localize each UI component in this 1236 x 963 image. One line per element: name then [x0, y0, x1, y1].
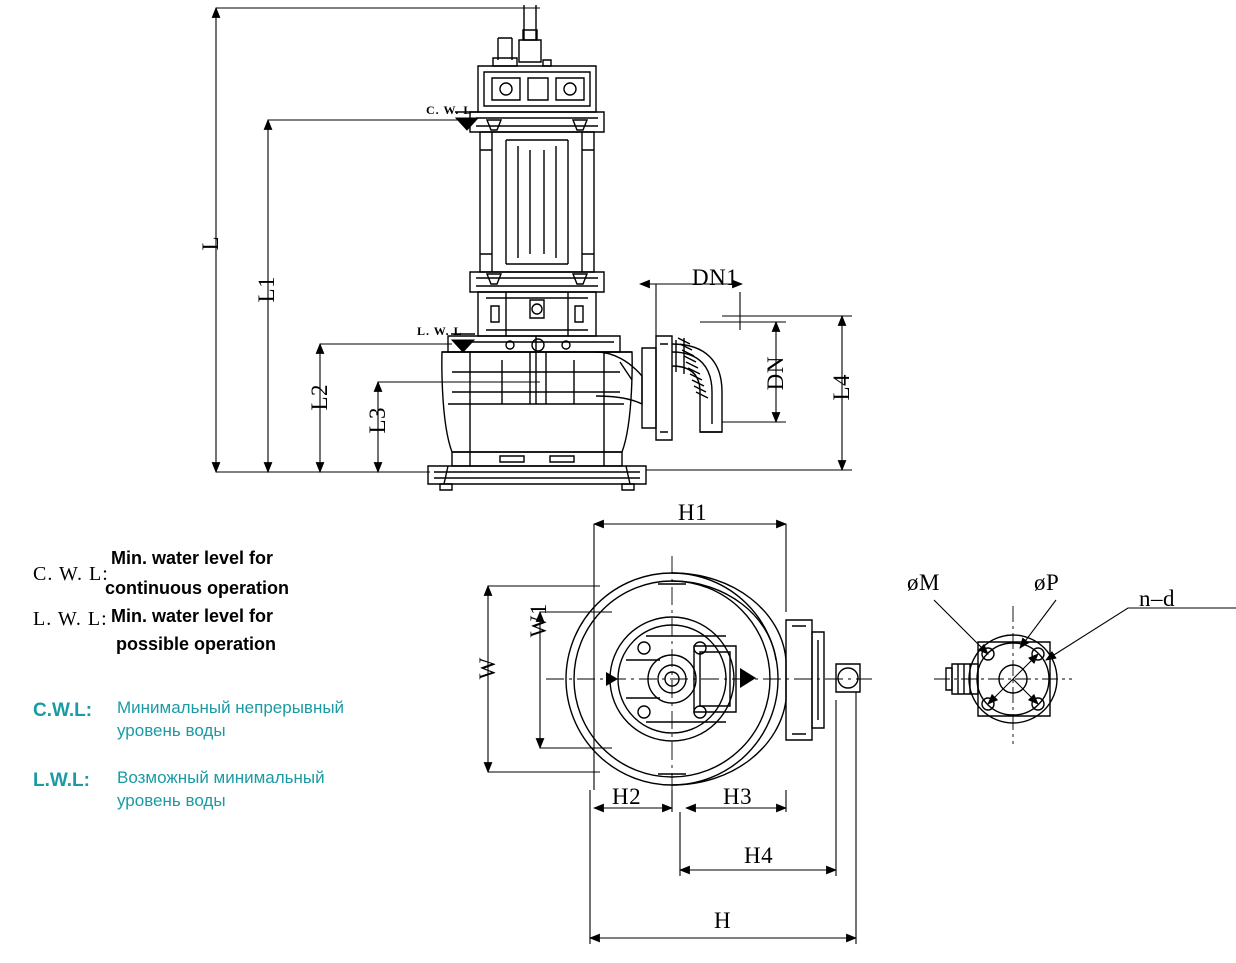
dimension-label-W: W — [474, 657, 500, 680]
top-view-centerlines — [546, 556, 872, 800]
dimension-label-H: H — [714, 908, 732, 933]
dimension-label-L2: L2 — [306, 383, 332, 411]
dimension-label-H3: H3 — [723, 784, 753, 809]
side-view-pump — [428, 5, 722, 490]
legend-key-lwl-ru: L.W.L: — [33, 770, 90, 791]
legend-lwl-en-line1: Min. water level for — [111, 606, 274, 626]
legend-key-cwl-ru: C.W.L: — [33, 700, 93, 721]
dimension-label-H1: H1 — [678, 500, 708, 525]
flange-centerlines — [934, 606, 1072, 744]
dimension-label-L1: L1 — [253, 275, 279, 303]
legend-cwl-ru-line2: уровень воды — [117, 721, 226, 740]
legend-lwl-ru-line2: уровень воды — [117, 791, 226, 810]
dimension-label-H4: H4 — [744, 843, 774, 868]
flange-leaders — [934, 600, 1236, 704]
dimension-label-L: L — [197, 235, 223, 251]
dimension-label-W1: W1 — [525, 603, 551, 638]
dimension-label-L4: L4 — [828, 373, 854, 401]
water-level-label-cwl: C. W. L — [426, 103, 473, 117]
dimension-label-H2: H2 — [612, 784, 642, 809]
dimension-label-DN1: DN1 — [692, 265, 739, 290]
legend-key-lwl-en: L. W. L: — [33, 608, 108, 630]
water-level-label-lwl: L. W. L — [417, 324, 463, 338]
legend-cwl-en-line1: Min. water level for — [111, 548, 274, 568]
dimension-label-n-d: n–d — [1139, 586, 1175, 611]
legend-cwl-ru-line1: Минимальный непрерывный — [117, 698, 345, 717]
dimension-label-L3: L3 — [364, 406, 390, 434]
legend-cwl-en-line2: continuous operation — [105, 578, 289, 598]
dimension-label-phiP: øP — [1034, 570, 1060, 595]
legend-key-cwl-en: C. W. L: — [33, 563, 109, 585]
legend-lwl-ru-line1: Возможный минимальный — [117, 768, 325, 787]
dimension-label-DN: DN — [762, 356, 788, 391]
legend-lwl-en-line2: possible operation — [111, 634, 277, 654]
dimension-label-phiM: øM — [907, 570, 940, 595]
